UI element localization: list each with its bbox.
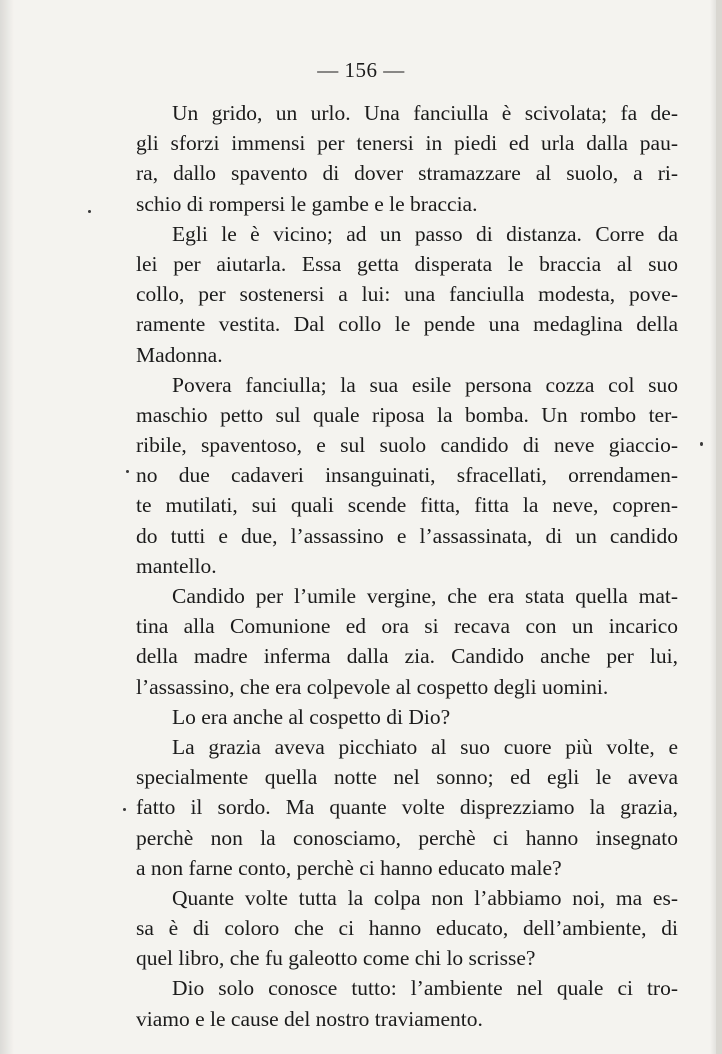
text-line: Un grido, un urlo. Una fanciulla è scivolata; fa de- bbox=[172, 101, 678, 125]
text-line: Quante volte tutta la colpa non l’abbiamo noi, ma es- bbox=[172, 885, 678, 910]
text-line: do tutti e due, l’assassino e l’assassinata, di un candido bbox=[136, 523, 678, 548]
text-line: Povera fanciulla; la sua esile persona cozza col suo bbox=[172, 372, 678, 397]
print-speck bbox=[88, 210, 91, 213]
page-edge-shadow bbox=[716, 0, 722, 1054]
text-line: gli sforzi immensi per tenersi in piedi ed urla dalla pau- bbox=[136, 131, 678, 156]
print-speck bbox=[126, 470, 129, 473]
text-line: Egli le è vicino; ad un passo di distanza. Corre da bbox=[172, 221, 678, 246]
print-speck bbox=[123, 808, 126, 811]
text-line: fatto il sordo. Ma quante volte disprezziamo la grazia, bbox=[136, 795, 678, 820]
text-line: schio di rompersi le gambe e le braccia. bbox=[136, 191, 478, 216]
text-line: ribile, spaventoso, e sul suolo candido di neve giaccio- bbox=[136, 433, 678, 458]
text-line: viamo e le cause del nostro traviamento. bbox=[136, 1006, 483, 1031]
text-line: collo, per sostenersi a lui: una fanciulla modesta, pove- bbox=[136, 282, 678, 307]
page-number: — 156 — bbox=[317, 58, 405, 82]
text-line: a non farne conto, perchè ci hanno educato male? bbox=[136, 855, 562, 880]
text-line: ramente vestita. Dal collo le pende una medaglina della bbox=[136, 312, 678, 337]
text-line: Madonna. bbox=[136, 342, 223, 367]
text-line: tina alla Comunione ed ora si recava con un incarico bbox=[136, 614, 678, 639]
text-line: te mutilati, sui quali scende fitta, fitta la neve, copren- bbox=[136, 493, 678, 518]
text-line: della madre inferma dalla zia. Candido anche per lui, bbox=[136, 644, 678, 669]
text-line: no due cadaveri insanguinati, sfracellati, orrendamen- bbox=[136, 463, 678, 488]
text-line: Lo era anche al cospetto di Dio? bbox=[172, 704, 451, 729]
text-line: quel libro, che fu galeotto come chi lo scrisse? bbox=[136, 946, 536, 971]
text-line: Dio solo conosce tutto: l’ambiente nel quale ci tro- bbox=[172, 976, 678, 1001]
text-line: mantello. bbox=[136, 553, 217, 578]
body-text bbox=[136, 98, 678, 1034]
text-line: lei per aiutarla. Essa getta disperata le braccia al suo bbox=[136, 251, 678, 276]
text-line: sa è di coloro che ci hanno educato, dell’ambiente, di bbox=[136, 916, 678, 941]
print-speck bbox=[700, 442, 703, 446]
text-line: perchè non la conosciamo, perchè ci hanno insegnato bbox=[136, 825, 678, 850]
text-line: La grazia aveva picchiato al suo cuore più volte, e bbox=[172, 734, 678, 759]
text-line: l’assassino, che era colpevole al cospetto degli uomini. bbox=[136, 674, 609, 699]
text-line: Candido per l’umile vergine, che era stata quella mat- bbox=[172, 584, 678, 608]
text-line: ra, dallo spavento di dover stramazzare al suolo, a ri- bbox=[136, 161, 678, 186]
text-line: specialmente quella notte nel sonno; ed egli le aveva bbox=[136, 765, 678, 790]
text-line: maschio petto sul quale riposa la bomba. Un rombo ter- bbox=[136, 402, 678, 427]
